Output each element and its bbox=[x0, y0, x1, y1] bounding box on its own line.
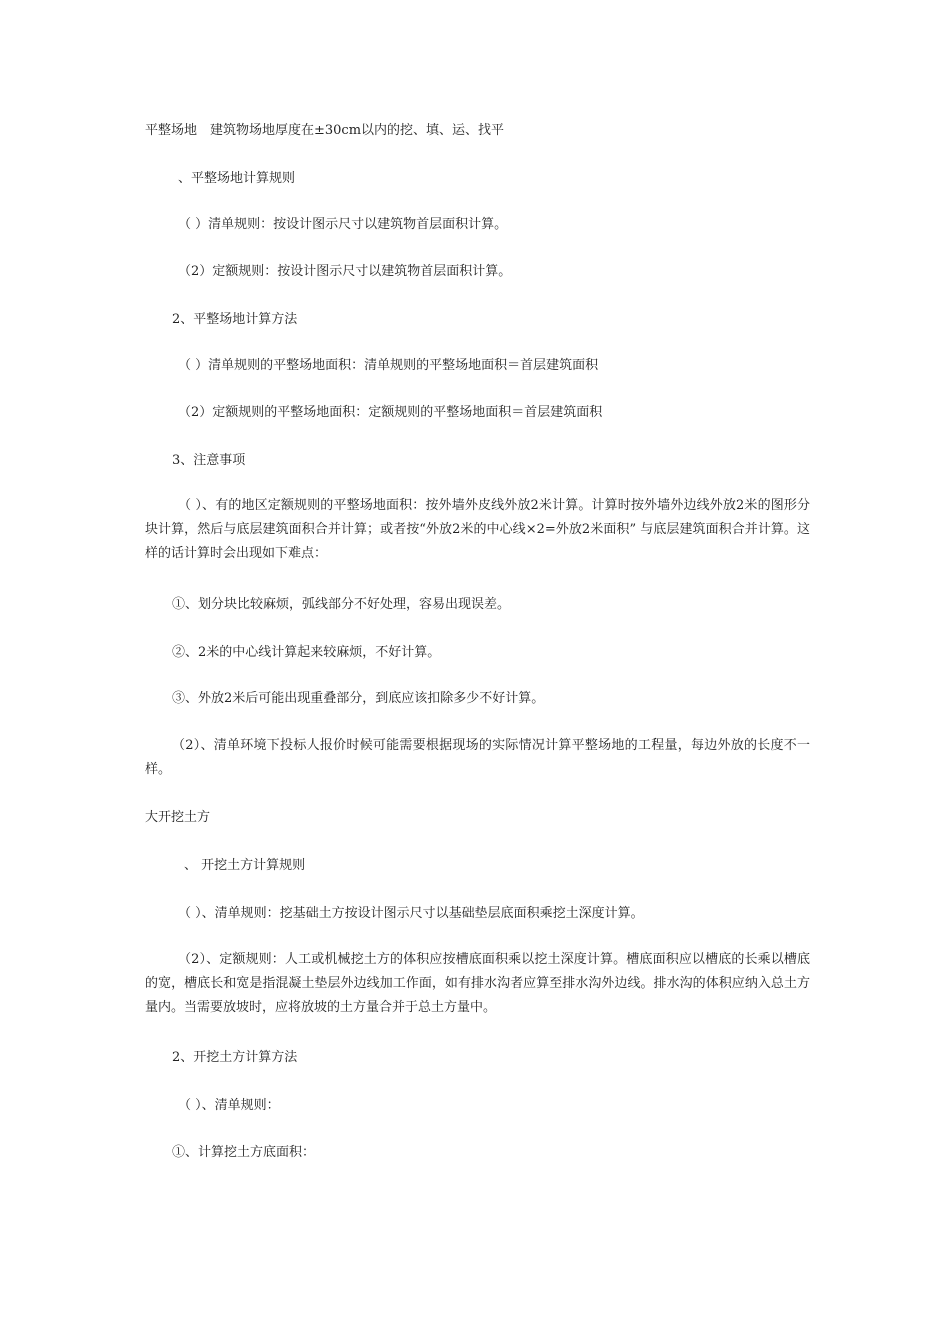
section-heading-excavation: 大开挖土方 bbox=[145, 810, 211, 825]
list-item: ①、划分块比较麻烦，弧线部分不好处理，容易出现误差。 bbox=[172, 597, 511, 612]
subheading-calculation-rules: 、平整场地计算规则 bbox=[178, 171, 296, 186]
list-item: ③、外放2米后可能出现重叠部分，到底应该扣除多少不好计算。 bbox=[172, 691, 545, 706]
paragraph: （ ）、有的地区定额规则的平整场地面积：按外墙外皮线外放2米计算。计算时按外墙外边线外放2米的图形分块计算，然后与底层建筑面积合并计算；或者按“外放2米的中心线×2=外放2米面积” 与底层建筑面积合并计算。这样的话计算时会出现如下难点： bbox=[145, 498, 810, 561]
paragraph: （2）、定额规则：人工或机械挖土方的体积应按槽底面积乘以挖土深度计算。槽底面积应以槽底的长乘以槽底的宽，槽底长和宽是指混凝土垫层外边线加工作面，如有排水沟者应算至排水沟外边线。排水沟的体积应纳入总土方量内。当需要放坡时，应将放坡的土方量合并于总土方量中。 bbox=[145, 952, 810, 1015]
list-item: ②、2米的中心线计算起来较麻烦，不好计算。 bbox=[172, 645, 441, 660]
list-item: （2）定额规则的平整场地面积：定额规则的平整场地面积＝首层建筑面积 bbox=[178, 405, 603, 420]
list-item: （ ）清单规则：按设计图示尺寸以建筑物首层面积计算。 bbox=[178, 217, 508, 232]
subheading-calculation-method: 2、平整场地计算方法 bbox=[172, 312, 298, 327]
list-item: （ ）清单规则的平整场地面积：清单规则的平整场地面积＝首层建筑面积 bbox=[178, 358, 599, 373]
subheading-excavation-rules: 、 开挖土方计算规则 bbox=[184, 858, 306, 873]
list-item: （ ）、清单规则： bbox=[178, 1098, 280, 1113]
list-item: （ ）、清单规则：挖基础土方按设计图示尺寸以基础垫层底面积乘挖土深度计算。 bbox=[178, 906, 644, 921]
subheading-notes: 3、注意事项 bbox=[172, 453, 246, 468]
paragraph: （2）、清单环境下投标人报价时候可能需要根据现场的实际情况计算平整场地的工程量，每边外放的长度不一样。 bbox=[145, 738, 810, 777]
subheading-excavation-method: 2、开挖土方计算方法 bbox=[172, 1050, 298, 1065]
list-item: （2）定额规则：按设计图示尺寸以建筑物首层面积计算。 bbox=[178, 264, 512, 279]
list-item: ①、计算挖土方底面积： bbox=[172, 1145, 316, 1160]
section-heading-site-leveling: 平整场地 建筑物场地厚度在±30cm以内的挖、填、运、找平 bbox=[145, 123, 505, 138]
